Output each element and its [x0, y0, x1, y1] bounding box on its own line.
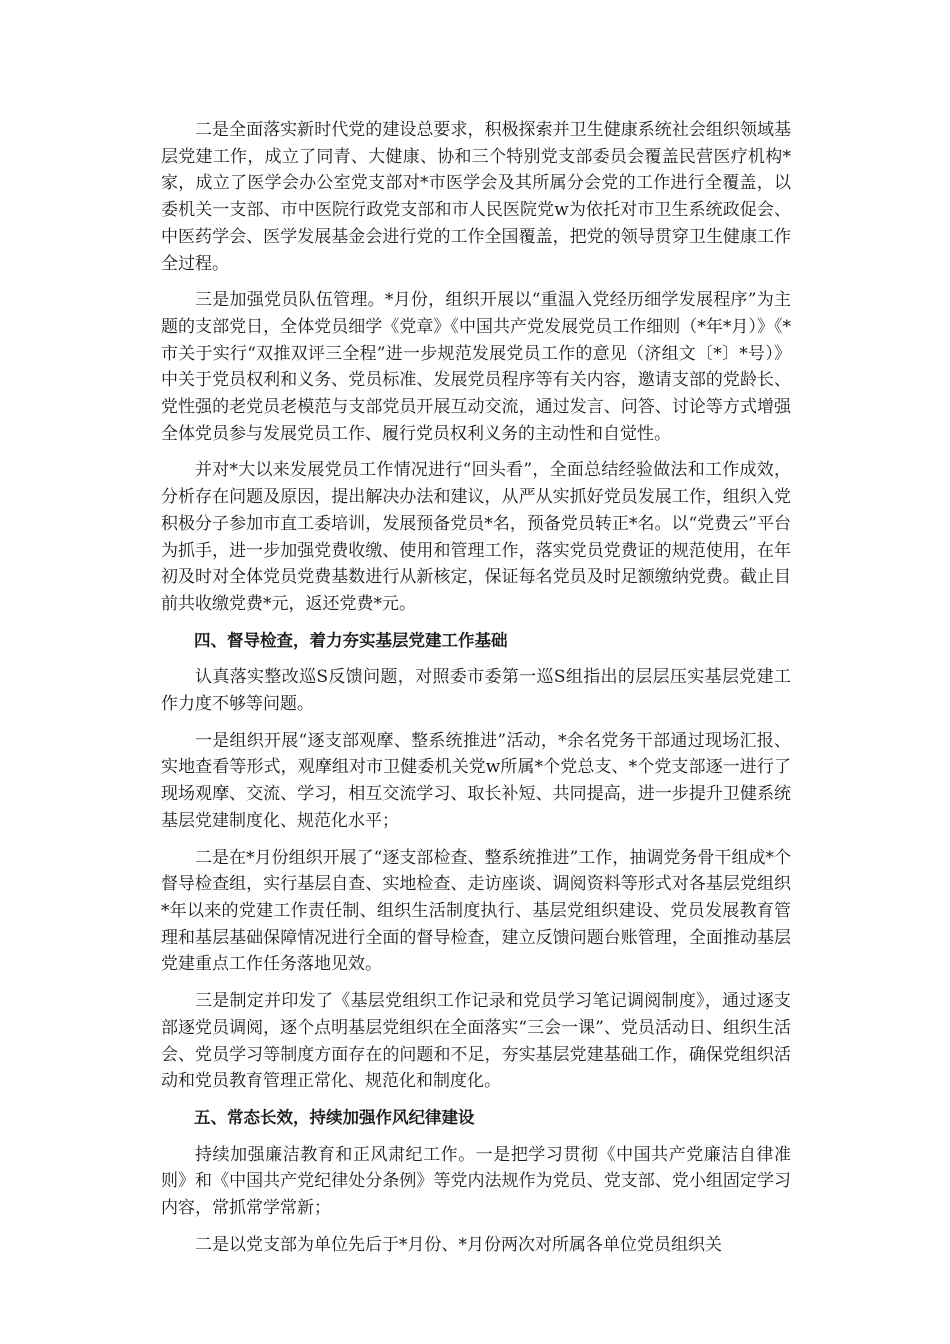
- paragraph-organization-relations: 二是以党支部为单位先后于*月份、*月份两次对所属各单位党员组织关: [195, 1234, 722, 1255]
- document-page: [161, 117, 791, 1268]
- paragraph-inspection-feedback: 认真落实整改巡S反馈问题，对照委市委第一巡S组指出的层层压实基层党建工作力度不够等问题。: [161, 667, 791, 715]
- paragraph-member-management: 三是加强党员队伍管理。*月份，组织开展以“重温入党经历细学发展程序”为主题的支部党日，全体党员细学《党章》《中国共产党发展党员工作细则（*年*月）》《*市关于实行“双推双评三全程”进一步规范发展党员工作的意见（济组文〔*〕*号）》中关于党员权利和义务、党员标准、发展党员程序等有关内容，邀请支部的党龄长、党性强的老党员老模范与支部党员开展互动交流，通过发言、问答、讨论等方式增强全体党员参与发展党员工作、履行党员权利义务的主动性和自觉性。: [161, 290, 791, 444]
- section-heading-4: 四、督导检查，着力夯实基层党建工作基础: [194, 630, 508, 650]
- paragraph-inspection-work: 二是在*月份组织开展了“逐支部检查、整系统推进”工作，抽调党务骨干组成*个督导检查组，实行基层自查、实地检查、走访座谈、调阅资料等形式对各基层党组织*年以来的党建工作责任制、组织生活制度执行、基层党组织建设、党员发展教育管理和基层基础保障情况进行全面的督导检查，建立反馈问题台账管理，全面推动基层党建重点工作任务落地见效。: [161, 847, 791, 975]
- paragraph-social-organizations: 二是全面落实新时代党的建设总要求，积极探索并卫生健康系统社会组织领域基层党建工作，成立了同青、大健康、协和三个特别党支部委员会覆盖民营医疗机构*家，成立了医学会办公室党支部对*市医学会及其所属分会党的工作进行全覆盖，以委机关一支部、市中医院行政党支部和市人民医院党w为依托对市卫生系统政促会、中医药学会、医学发展基金会进行党的工作全国覆盖，把党的领导贯穿卫生健康工作全过程。: [161, 120, 791, 274]
- section-heading-5: 五、常态长效，持续加强作风纪律建设: [194, 1107, 475, 1127]
- paragraph-record-review-system: 三是制定并印发了《基层党组织工作记录和党员学习笔记调阅制度》，通过逐支部逐党员调阅，逐个点明基层党组织在全面落实“三会一课”、党员活动日、组织生活会、党员学习等制度方面存在的问题和不足，夯实基层党建基础工作，确保党组织活动和党员教育管理正常化、规范化和制度化。: [161, 991, 791, 1092]
- paragraph-integrity-education: 持续加强廉洁教育和正风肃纪工作。一是把学习贯彻《中国共产党廉洁自律准则》和《中国共产党纪律处分条例》等党内法规作为党员、党支部、党小组固定学习内容，常抓常学常新；: [161, 1144, 791, 1219]
- paragraph-observation-activity: 一是组织开展“逐支部观摩、整系统推进”活动，*余名党务干部通过现场汇报、实地查看等形式，观摩组对市卫健委机关党w所属*个党总支、*个党支部逐一进行了现场观摩、交流、学习，相互交流学习、取长补短、共同提高，进一步提升卫健系统基层党建制度化、规范化水平；: [161, 730, 791, 831]
- paragraph-review-and-dues: 并对*大以来发展党员工作情况进行“回头看”，全面总结经验做法和工作成效，分析存在问题及原因，提出解决办法和建议，从严从实抓好党员发展工作，组织入党积极分子参加市直工委培训，发展预备党员*名，预备党员转正*名。以“党费云”平台为抓手，进一步加强党费收缴、使用和管理工作，落实党员党费证的规范使用，在年初及时对全体党员党费基数进行从新核定，保证每名党员及时足额缴纳党费。截止目前共收缴党费*元，返还党费*元。: [161, 460, 791, 614]
